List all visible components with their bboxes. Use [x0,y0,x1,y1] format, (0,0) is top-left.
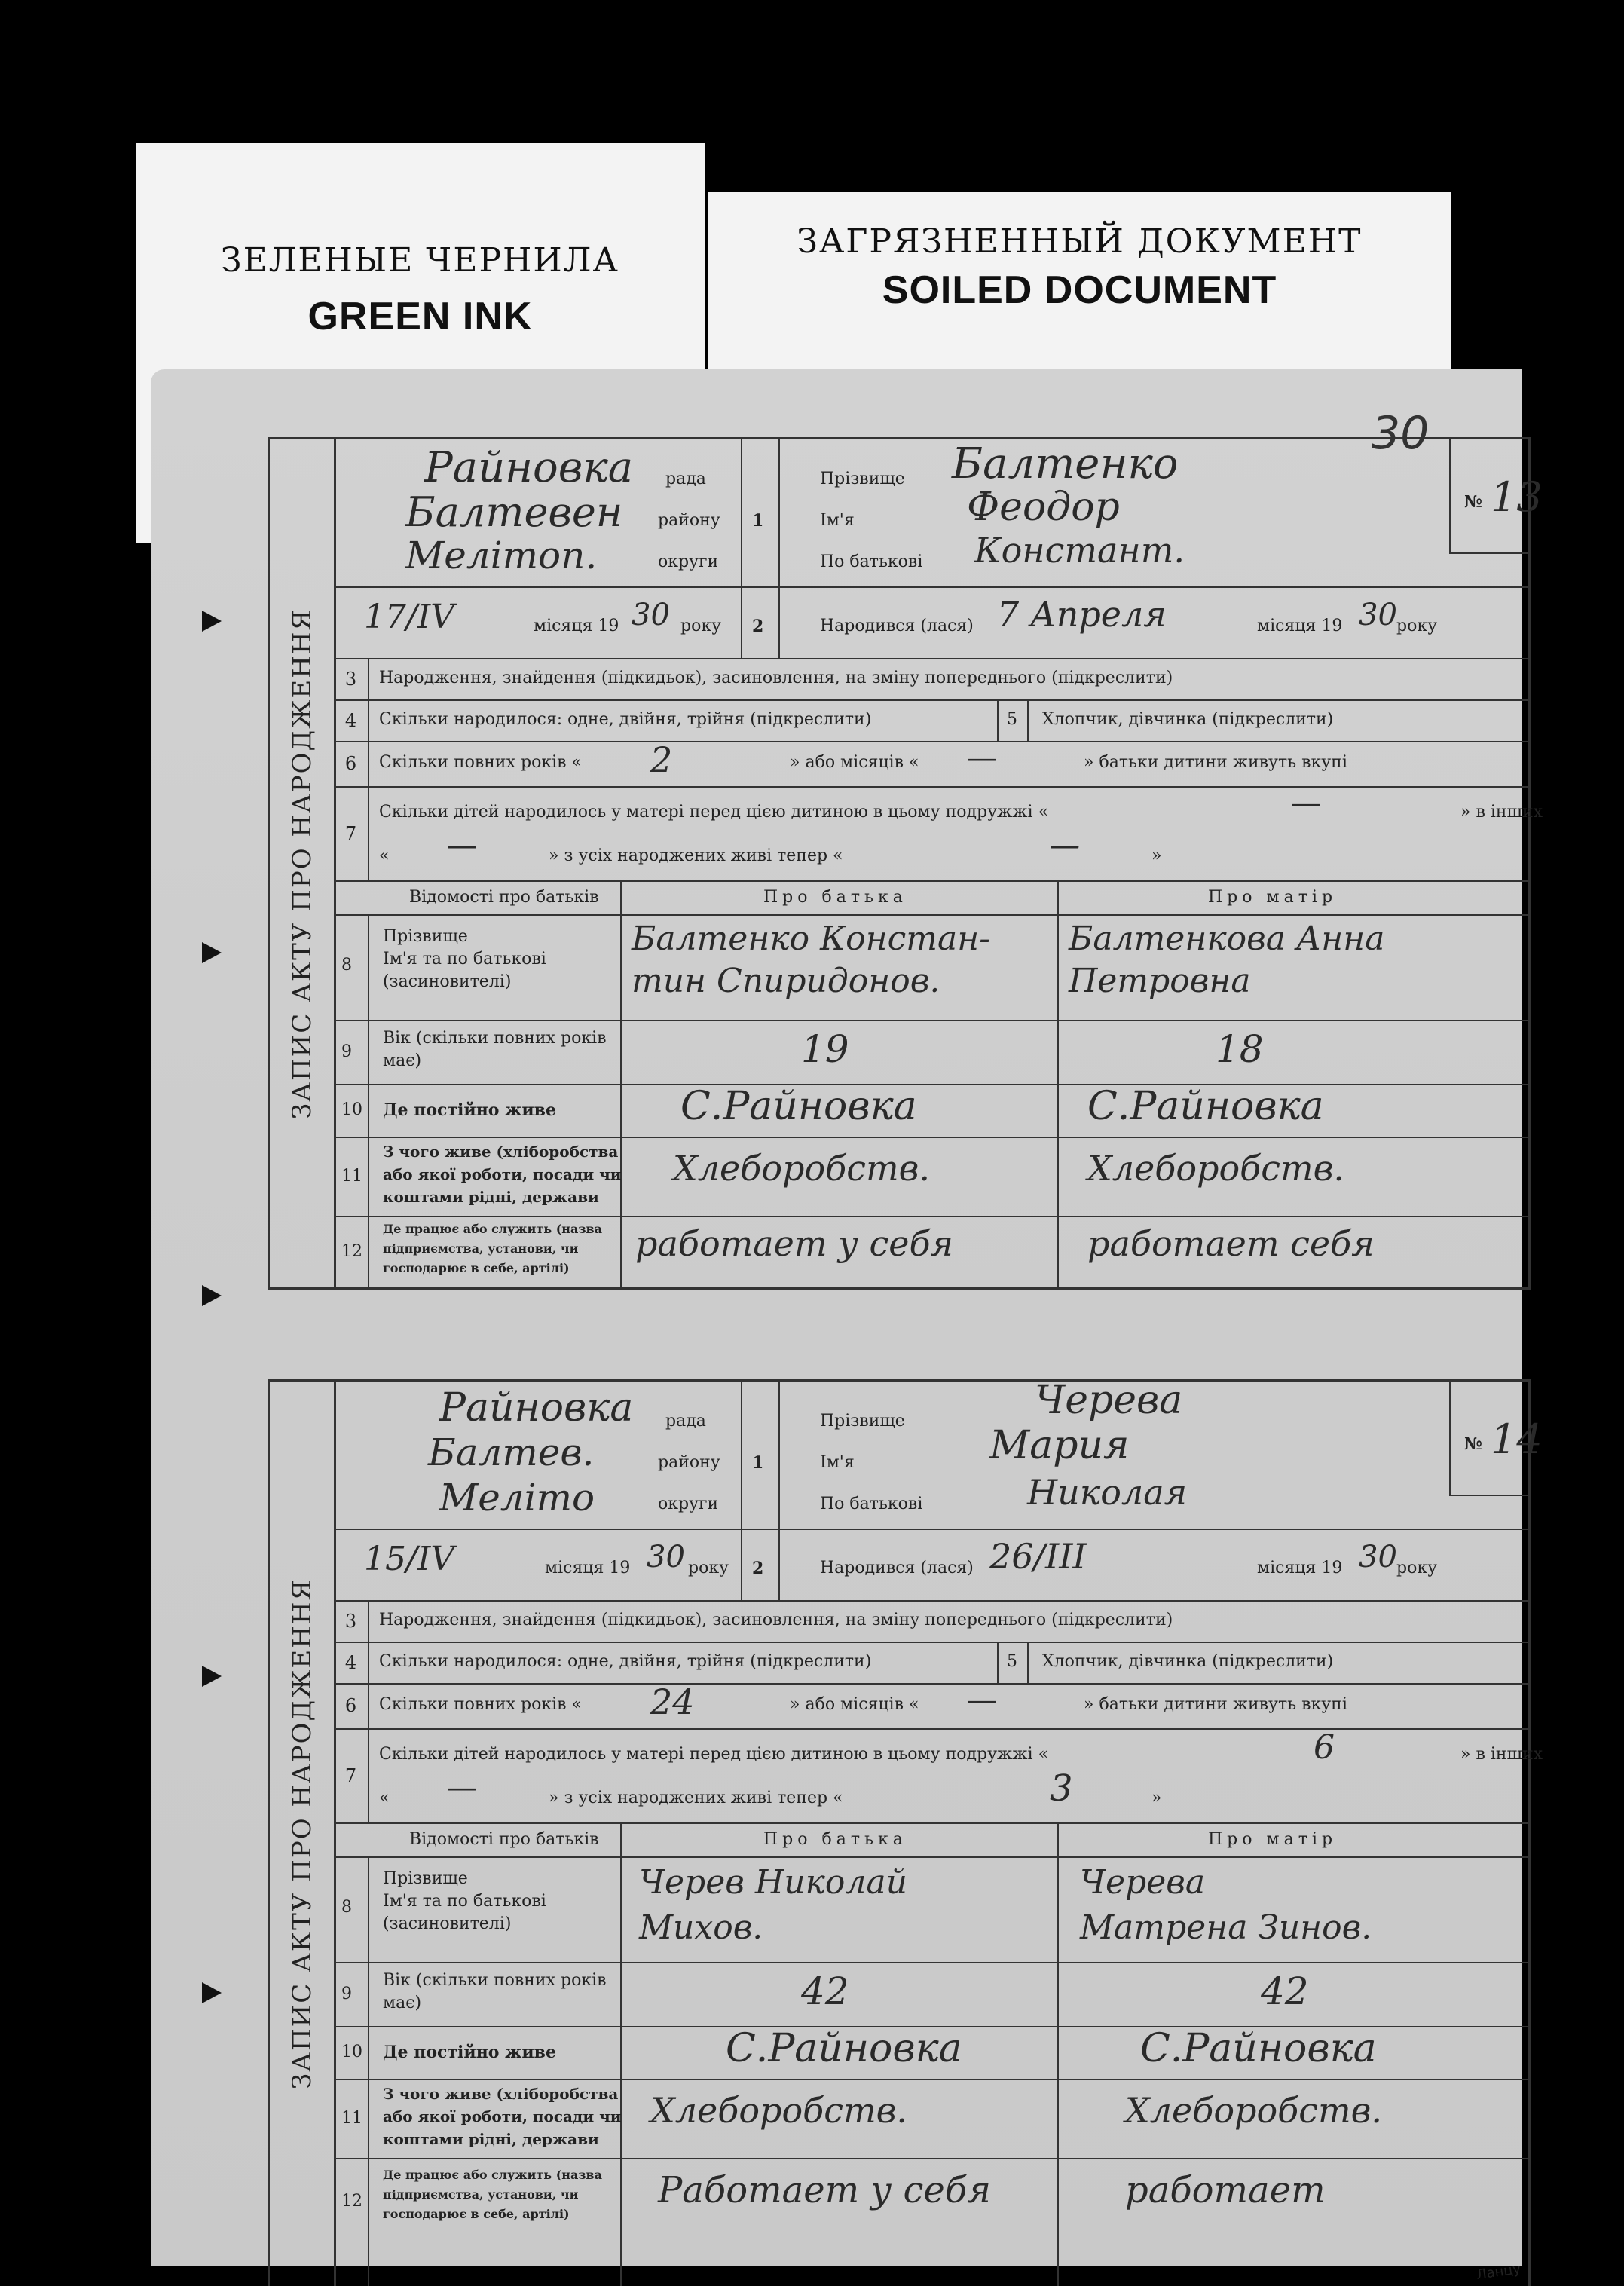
row-number: 5 [1007,1652,1017,1671]
row-6-text: » або місяців « [790,753,919,772]
soiled-ru: ЗАГРЯЗНЕННЫЙ ДОКУМЕНТ [797,222,1363,261]
r10-label: Де постійно живе [383,2043,556,2062]
father-name: Балтенко Констан- тин Спиридонов. [632,920,991,1000]
hw-surname: Балтенко [952,439,1179,488]
row-number: 11 [341,1167,362,1186]
year-label: року [680,617,722,635]
row-7-text: » в інших [1460,803,1543,822]
father-workplace: Работает у себя [658,2169,991,2211]
row-7-text: » [1151,1789,1162,1807]
row-6-text: » або місяців « [790,1695,919,1714]
row-6-text: Скільки повних років « [379,753,582,772]
hw-months: — [967,1683,997,1718]
row-number: 7 [334,786,369,880]
row-6 [334,741,1528,788]
row-number: 5 [1007,710,1017,729]
hw-rada: Райновка [424,443,634,492]
hw-birth-year: 30 [1359,598,1397,632]
r10-label: Де постійно живе [383,1100,556,1120]
row-7-text: » в інших [1460,1745,1543,1764]
row-5-text: Хлопчик, дівчинка (підкреслити) [1042,710,1334,729]
mother-header: Про матір [1208,1830,1338,1849]
row-4-5 [334,699,1528,742]
year-label: року [688,1559,729,1578]
hw-reg-year: 30 [632,598,670,632]
hw-reg-year: 30 [647,1540,685,1574]
punch-hole-icon [202,942,222,963]
r8-label: Прізвище Ім'я та по батькові (засиновителі) [383,1869,546,1933]
row-6-text: Скільки повних років « [379,1695,582,1714]
hw-rada: Райновка [439,1385,634,1431]
side-title: ЗАПИС АКТУ ПРО НАРОДЖЕННЯ [270,439,336,1287]
registration-block [334,439,1543,659]
mother-name: Черева Матрена Зинов. [1080,1863,1372,1947]
row-number: 2 [752,1559,764,1578]
row-number: 12 [341,2192,362,2211]
name-label: Ім'я [820,511,855,530]
row-number: 10 [341,2043,362,2061]
month-label: місяця 19 [1257,617,1343,635]
corner-page-number: 30 [1372,407,1430,460]
mother-name: Балтенкова Анна Петровна [1069,920,1385,1000]
row-6 [334,1683,1528,1730]
month-label: місяця 19 [545,1559,631,1578]
father-residence: С.Райновка [680,1084,917,1129]
okruh-label: округи [658,1495,719,1513]
hw-other-children: — [447,1770,477,1805]
father-residence: С.Райновка [726,2026,962,2071]
birth-record-2 [268,1378,1543,2286]
row-3-text: Народження, знайдення (підкидьок), засиновлення, на зміну попереднього (підкреслити) [379,669,1173,687]
hw-alive: — [1050,828,1080,863]
punch-hole-icon [202,1666,222,1687]
mother-workplace: работает [1125,2169,1326,2211]
rada-label: рада [665,470,706,488]
row-6-text: » батьки дитини живуть вкупі [1084,1695,1347,1714]
father-livelihood: Хлеборобств. [673,1148,931,1189]
hw-reg-date: 15/IV [364,1540,454,1578]
row-number: 9 [341,1985,352,2003]
hw-birth-year: 30 [1359,1540,1397,1574]
row-number: 12 [341,1242,362,1261]
row-7-text: « [379,1789,390,1807]
row-number: 3 [334,1600,369,1642]
okruh-label: округи [658,552,719,571]
mother-residence: С.Райновка [1140,2026,1377,2071]
record-number: 14 [1491,1415,1543,1463]
r12-label: Де працює або служить (назва підприємства, установи, чи господарює в себе, артілі) [383,1222,603,1275]
row-7-text: Скільки дітей народилось у матері перед цією дитиною в цьому подружжі « [379,803,1049,822]
hw-birth-date: 7 Апреля [997,594,1167,635]
hw-patronymic: Констант. [974,530,1185,571]
row-7-text: » з усіх народжених живі тепер « [549,846,843,865]
hw-children-before: — [1291,786,1321,821]
mother-age: 18 [1216,1027,1264,1071]
r12-label: Де працює або служить (назва підприємства, установи, чи господарює в себе, артілі) [383,2168,603,2221]
punch-hole-icon [202,1982,222,2003]
row-number: 4 [334,1642,369,1683]
row-5-text: Хлопчик, дівчинка (підкреслити) [1042,1652,1334,1671]
hw-alive: 3 [1050,1767,1073,1810]
parents-info-header: Відомості про батьків [409,888,599,907]
soiled-document-label-card [708,192,1451,373]
father-header: Про батька [763,888,907,907]
month-label: місяця 19 [534,617,619,635]
row-number: 7 [334,1728,369,1822]
year-label: року [1396,617,1438,635]
hw-patronymic: Николая [1027,1472,1188,1513]
row-number: 8 [341,1898,352,1917]
hw-okruh: Меліто [439,1476,595,1519]
row-7-text: » [1151,846,1162,865]
r11-label: З чого живе (хліборобства або якої роботи, посади чи коштами рідні, держави [383,2085,622,2148]
parents-info-header: Відомості про батьків [409,1830,599,1849]
father-age: 42 [801,1969,849,2013]
number-sign: № [1464,492,1482,512]
registration-block [334,1378,1543,1602]
rayon-label: району [658,511,720,530]
surname-label: Прізвище [820,1412,905,1431]
soiled-en: SOILED DOCUMENT [882,268,1277,312]
row-number: 8 [341,956,352,975]
hw-rayon: Балтев. [428,1431,595,1474]
surname-label: Прізвище [820,470,905,488]
hw-reg-date: 17/IV [364,598,454,636]
r8-label: Прізвище Ім'я та по батькові (засиновителі) [383,927,546,991]
hw-months: — [967,741,997,776]
birth-record-sheet [151,369,1543,2284]
year-label: року [1396,1559,1438,1578]
green-ink-ru: ЗЕЛЕНЫЕ ЧЕРНИЛА [221,241,619,280]
row-3-text: Народження, знайдення (підкидьок), засиновлення, на зміну попереднього (підкреслити) [379,1611,1173,1630]
month-label: місяця 19 [1257,1559,1343,1578]
rada-label: рада [665,1412,706,1431]
hw-children-before: 6 [1314,1728,1335,1767]
punch-hole-icon [202,611,222,632]
born-label: Народився (лася) [820,617,974,635]
row-6-text: » батьки дитини живуть вкупі [1084,753,1347,772]
patronymic-label: По батькові [820,1495,923,1513]
father-workplace: работает у себя [635,1223,953,1264]
row-4-text: Скільки народилося: одне, двійня, трійня (підкреслити) [379,1652,872,1671]
row-7 [334,786,1543,882]
hw-name: Феодор [967,485,1120,530]
born-label: Народився (лася) [820,1559,974,1578]
row-number: 4 [334,699,369,741]
row-number: 3 [334,658,369,699]
hw-surname: Черева [1035,1378,1183,1423]
patronymic-label: По батькові [820,552,923,571]
father-age: 19 [801,1027,849,1071]
hw-okruh: Мелітоп. [405,534,598,577]
mother-workplace: работает себя [1087,1223,1375,1264]
row-4-text: Скільки народилося: одне, двійня, трійня (підкреслити) [379,710,872,729]
r9-label: Вік (скільки повних років має) [383,1029,607,1070]
mother-header: Про матір [1208,888,1338,907]
rayon-label: району [658,1453,720,1472]
hw-years-together: 2 [650,739,673,780]
parents-table [334,1822,1528,2286]
row-7-text: « [379,846,390,865]
mother-livelihood: Хлеборобств. [1087,1148,1345,1189]
mother-livelihood: Хлеборобств. [1125,2090,1383,2131]
hw-other-children: — [447,828,477,863]
record-number: 13 [1491,473,1543,521]
row-number: 1 [752,1453,764,1473]
mother-residence: С.Райновка [1087,1084,1324,1129]
row-3 [334,658,1528,701]
row-number: 1 [752,511,764,531]
hw-birth-date: 26/III [989,1536,1087,1577]
row-number: 2 [752,617,764,636]
row-number: 10 [341,1100,362,1119]
parents-table [334,880,1528,1287]
hw-rayon: Балтевен [405,488,623,536]
r11-label: З чого живе (хліборобства або якої роботи, посади чи коштами рідні, держави [383,1143,622,1206]
name-label: Ім'я [820,1453,855,1472]
birth-record-1 [268,437,1543,1290]
hw-name: Мария [989,1423,1130,1468]
row-7-text: » з усіх народжених живі тепер « [549,1789,843,1807]
father-name: Черев Николай Михов. [639,1863,907,1947]
row-number: 11 [341,2109,362,2128]
corner-stamp: Ланцу [1475,2260,1522,2284]
father-livelihood: Хлеборобств. [650,2090,908,2131]
mother-age: 42 [1261,1969,1309,2013]
r9-label: Вік (скільки повних років має) [383,1971,607,2012]
row-4-5 [334,1642,1528,1685]
side-title: ЗАПИС АКТУ ПРО НАРОДЖЕННЯ [270,1382,336,2286]
row-7-text: Скільки дітей народилось у матері перед цією дитиною в цьому подружжі « [379,1745,1049,1764]
row-7 [334,1728,1543,1824]
row-number: 9 [341,1042,352,1061]
row-number: 6 [334,741,369,786]
punch-hole-icon [202,1285,222,1306]
green-ink-en: GREEN INK [307,295,533,338]
row-number: 6 [334,1683,369,1728]
hw-years-together: 24 [650,1682,695,1722]
father-header: Про батька [763,1830,907,1849]
row-3 [334,1600,1528,1643]
number-sign: № [1464,1434,1482,1454]
